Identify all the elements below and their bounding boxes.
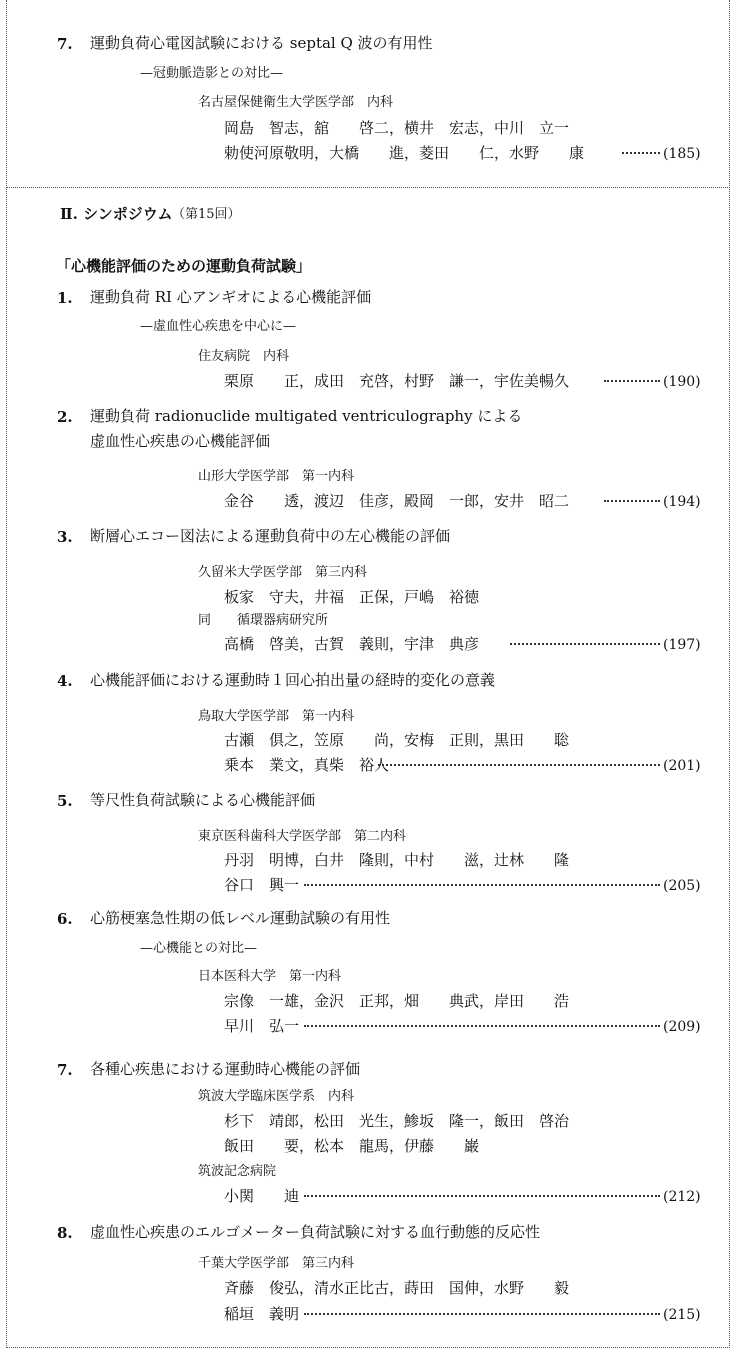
- entry-number: 3.: [57, 528, 73, 546]
- authors: 宗像 一雄，金沢 正邦，畑 典武，岸田 浩: [224, 992, 570, 1010]
- section-heading: Ⅱ. シンポジウム: [60, 205, 173, 223]
- institution: 千葉大学医学部 第三内科: [198, 1256, 355, 1271]
- institution: 山形大学医学部 第一内科: [198, 469, 355, 484]
- page-number[interactable]: (205): [663, 878, 701, 894]
- entry-subtitle: —虚血性心疾患を中心に—: [140, 319, 297, 334]
- authors: 丹羽 明博，白井 隆則，中村 滋，辻林 隆: [224, 851, 570, 869]
- authors: 板家 守夫，井福 正保，戸嶋 裕徳: [224, 588, 480, 606]
- entry-number: 8.: [57, 1224, 73, 1242]
- entry-title[interactable]: 心筋梗塞急性期の低レベル運動試験の有用性: [90, 909, 391, 927]
- leader-dots: [510, 643, 660, 645]
- entry-number: 7.: [57, 1061, 73, 1079]
- page-number[interactable]: (209): [663, 1019, 701, 1035]
- entry-number: 6.: [57, 910, 73, 928]
- symposium-theme: 「心機能評価のための運動負荷試験」: [56, 257, 312, 275]
- authors: 小関 迪: [224, 1187, 300, 1205]
- institution: 筑波大学臨床医学系 内科: [198, 1089, 355, 1104]
- authors: 早川 弘一: [224, 1017, 300, 1035]
- entry-title[interactable]: 心機能評価における運動時１回心拍出量の経時的変化の意義: [90, 671, 496, 689]
- entry-number: 7.: [57, 35, 73, 53]
- authors: 勅使河原敬明，大橋 進，菱田 仁，水野 康: [224, 144, 585, 162]
- authors: 岡島 智志，舘 啓二，横井 宏志，中川 立一: [224, 119, 570, 137]
- authors: 杉下 靖郎，松田 光生，鯵坂 隆一，飯田 啓治: [224, 1112, 570, 1130]
- section-divider: [6, 187, 730, 188]
- institution: 住友病院 内科: [198, 349, 290, 364]
- institution: 筑波記念病院: [198, 1164, 277, 1179]
- authors: 稲垣 義明: [224, 1305, 300, 1323]
- page-number[interactable]: (201): [663, 758, 701, 774]
- leader-dots: [604, 380, 660, 382]
- entry-title-line-2[interactable]: 虚血性心疾患の心機能評価: [90, 432, 271, 450]
- authors: 高橋 啓美，古賀 義則，宇津 典彦: [224, 635, 480, 653]
- section-heading-note: （第15回）: [172, 207, 241, 222]
- institution: 日本医科大学 第一内科: [198, 969, 342, 984]
- entry-subtitle: —冠動脈造影との対比—: [140, 66, 284, 81]
- leader-dots: [378, 764, 660, 766]
- entry-number: 1.: [57, 289, 73, 307]
- page-number[interactable]: (194): [663, 494, 701, 510]
- page-number[interactable]: (185): [663, 146, 701, 162]
- leader-dots: [304, 1025, 660, 1027]
- entry-title[interactable]: 等尺性負荷試験による心機能評価: [90, 791, 316, 809]
- institution: 名古屋保健衛生大学医学部 内科: [198, 95, 394, 110]
- entry-title[interactable]: 運動負荷心電図試験における septal Q 波の有用性: [90, 34, 433, 52]
- institution: 久留米大学医学部 第三内科: [198, 565, 368, 580]
- leader-dots: [304, 1313, 660, 1315]
- authors: 飯田 要，松本 龍馬，伊藤 巌: [224, 1137, 480, 1155]
- institution: 鳥取大学医学部 第一内科: [198, 709, 355, 724]
- entry-title[interactable]: 虚血性心疾患のエルゴメーター負荷試験に対する血行動態的反応性: [90, 1223, 541, 1241]
- institution: 東京医科歯科大学医学部 第二内科: [198, 829, 407, 844]
- entry-title[interactable]: 断層心エコー図法による運動負荷中の左心機能の評価: [90, 527, 451, 545]
- page-number[interactable]: (215): [663, 1307, 701, 1323]
- authors: 古瀬 俱之，笠原 尚，安梅 正則，黒田 聡: [224, 731, 570, 749]
- institution: 同 循環器病研究所: [198, 613, 329, 628]
- authors: 栗原 正，成田 充啓，村野 謙一，宇佐美暢久: [224, 372, 570, 390]
- page-number[interactable]: (197): [663, 637, 701, 653]
- leader-dots: [604, 500, 660, 502]
- authors: 谷口 興一: [224, 876, 300, 894]
- page-number[interactable]: (212): [663, 1189, 701, 1205]
- entry-title[interactable]: 運動負荷 RI 心アンギオによる心機能評価: [90, 288, 372, 306]
- entry-title[interactable]: 運動負荷 radionuclide multigated ventriculography による: [90, 407, 523, 425]
- page-number[interactable]: (190): [663, 374, 701, 390]
- authors: 金谷 透，渡辺 佳彦，殿岡 一郎，安井 昭二: [224, 492, 570, 510]
- authors: 乗本 業文，真柴 裕人: [224, 756, 390, 774]
- leader-dots: [622, 152, 660, 154]
- entry-title[interactable]: 各種心疾患における運動時心機能の評価: [90, 1060, 361, 1078]
- entry-number: 2.: [57, 408, 73, 426]
- authors: 斉藤 俊弘，清水正比古，蒔田 国伸，水野 毅: [224, 1279, 570, 1297]
- entry-number: 4.: [57, 672, 73, 690]
- leader-dots: [304, 884, 660, 886]
- entry-number: 5.: [57, 792, 73, 810]
- entry-subtitle: —心機能との対比—: [140, 941, 258, 956]
- leader-dots: [304, 1195, 660, 1197]
